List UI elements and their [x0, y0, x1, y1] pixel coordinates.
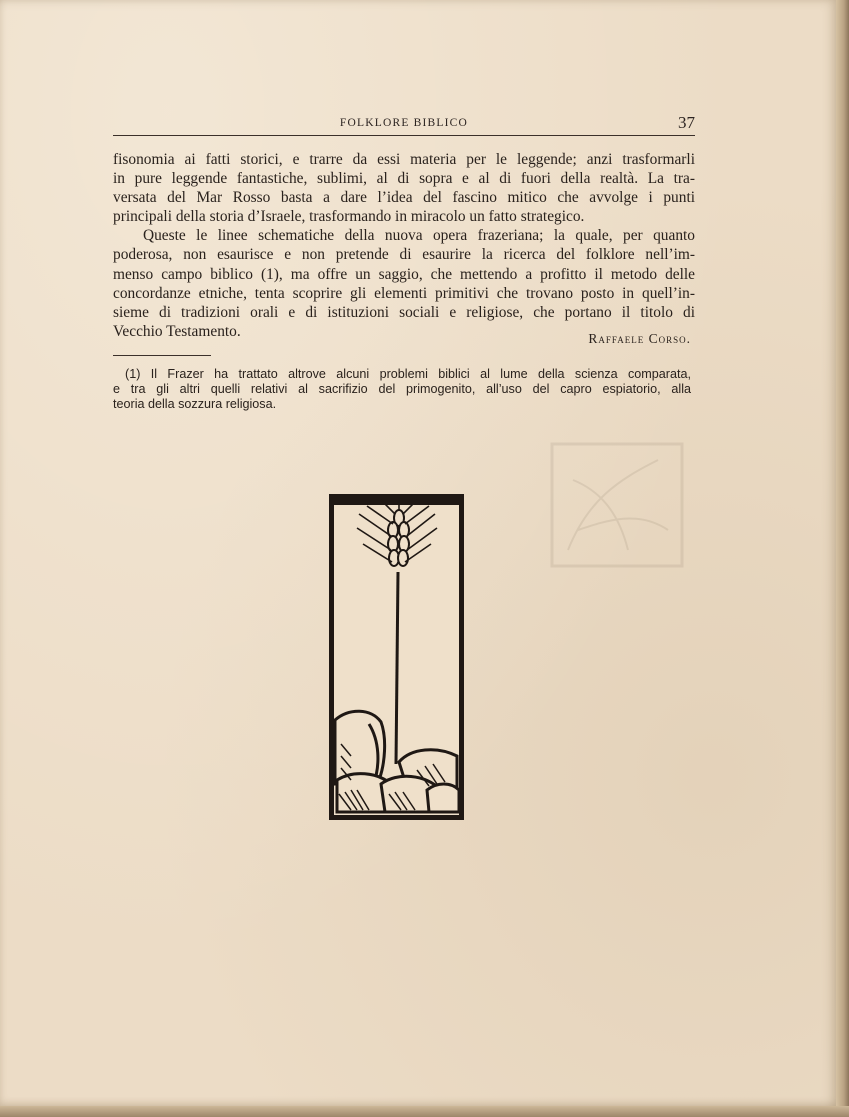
page-number: 37 [678, 113, 695, 132]
text-line: sieme di tradizioni orali e di istituzioni sociali e religiose, che portano il titolo di [113, 303, 695, 321]
wheat-woodcut-illustration [329, 494, 464, 820]
text-line: principali della storia d’Israele, trasformando in miracolo un fatto strategico. [113, 208, 585, 226]
body-text [113, 150, 695, 341]
footnote [113, 367, 691, 412]
page-edge [836, 0, 849, 1117]
page-bottom-edge [0, 1106, 849, 1117]
author-signature: Raffaele Corso. [588, 331, 691, 346]
text-line: Vecchio Testamento. [113, 322, 241, 340]
footnote-line: (1) Il Frazer ha trattato altrove alcuni problemi biblici al lume della scienza comparata, [125, 367, 691, 381]
show-through-illustration [548, 440, 686, 570]
footnote-line: e tra gli altri quelli relativi al sacrifizio del primogenito, all’uso del capro espiatorio, alla [113, 382, 691, 396]
text-line: fisonomia ai fatti storici, e trarre da essi materia per le leggende; anzi trasformarli [113, 151, 695, 168]
running-title: FOLKLORE BIBLICO [339, 117, 469, 129]
text-line: concordanze etniche, tenta scoprire gli elementi primitivi che trovano posto in quell’in- [113, 284, 695, 302]
text-line: poderosa, non esaurisce e non pretende di esaurire la ricerca del folklore nell’im- [113, 246, 695, 264]
footnote-rule [113, 355, 211, 356]
text-line: in pure leggende fantastiche, sublimi, al di sopra e al di fuori della realtà. La tra- [113, 170, 695, 188]
header-rule [113, 135, 695, 136]
footnote-line: teoria della sozzura religiosa. [113, 397, 277, 411]
running-header [113, 112, 695, 138]
text-line: Queste le linee schematiche della nuova opera frazeriana; la quale, per quanto [143, 227, 695, 245]
text-line: versata del Mar Rosso basta a dare l’idea del fascino mitico che avvolge i punti [113, 189, 695, 207]
text-line: menso campo biblico (1), ma offre un saggio, che mettendo a profitto il metodo delle [113, 265, 695, 283]
